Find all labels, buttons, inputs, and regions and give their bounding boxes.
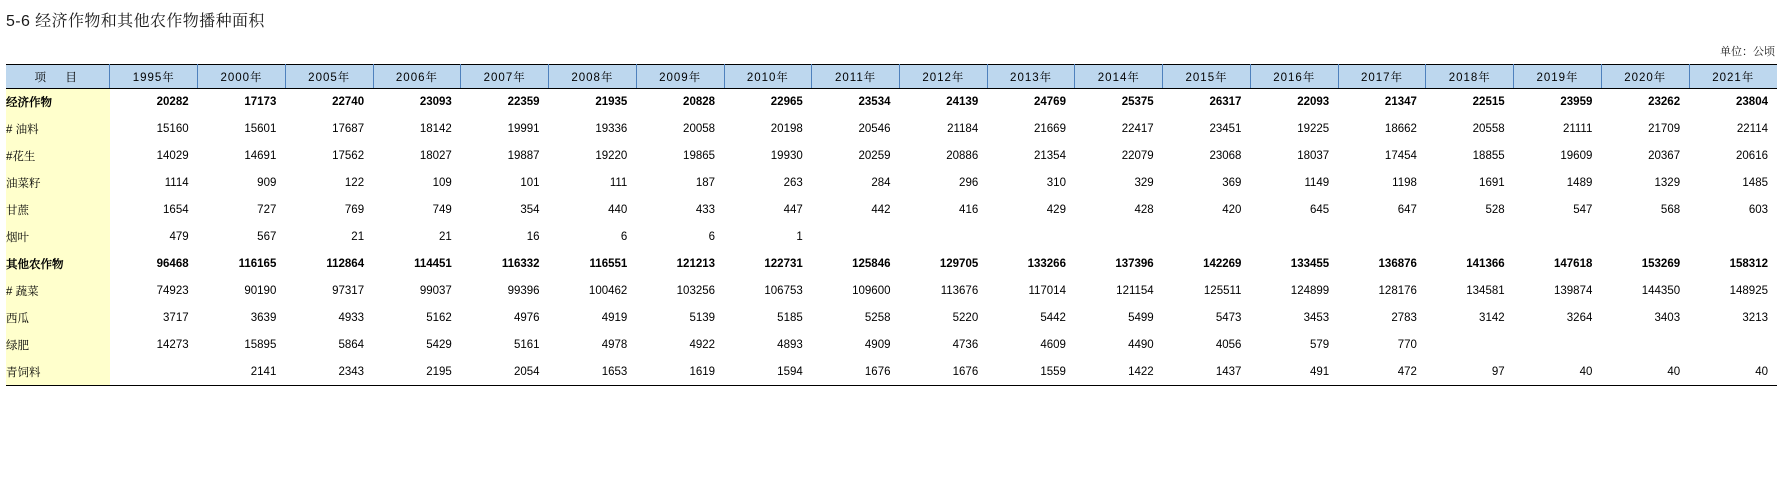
table-row	[6, 170, 1777, 197]
table-cell-value: 23804	[1736, 96, 1768, 109]
table-cell-value: 158312	[1729, 258, 1768, 270]
table-cell-value: 125846	[852, 258, 891, 270]
table-cell-value: 354	[520, 204, 540, 216]
table-cell-value: 21669	[1033, 123, 1066, 135]
table-cell-value: 20616	[1736, 150, 1768, 162]
table-cell-value: 2141	[198, 359, 286, 386]
table-cell-value: 4976	[513, 312, 540, 324]
table-cell-value: 4056	[1215, 339, 1242, 351]
row-label: 烟叶	[6, 224, 110, 251]
table-cell-value: 769	[344, 204, 365, 216]
table-cell-value: 19991	[507, 123, 540, 135]
table-cell-value	[1426, 332, 1514, 359]
table-cell-value: 90190	[244, 285, 277, 297]
table-cell-value: 18855	[1472, 150, 1505, 162]
table-cell-value	[900, 224, 988, 251]
table-cell-value: 3453	[1303, 312, 1330, 324]
table-cell-value: 21	[351, 231, 365, 243]
table-cell-value: 20828	[683, 96, 716, 109]
table-cell-value: 14691	[244, 150, 277, 162]
table-row	[6, 89, 1777, 116]
table-cell-value: 40	[1601, 359, 1689, 386]
row-label: # 蔬菜	[6, 278, 110, 305]
table-cell-value: 3213	[1742, 312, 1768, 324]
table-header-row	[6, 65, 1777, 89]
table-cell-value: 567	[257, 231, 277, 243]
column-header-year: 2012年	[900, 65, 988, 89]
table-row	[6, 116, 1777, 143]
table-cell-value: 2783	[1391, 312, 1417, 324]
table-cell-value: 19865	[683, 150, 716, 162]
table-cell-value	[987, 224, 1075, 251]
row-label: 西瓜	[6, 305, 110, 332]
table-cell-value: 19336	[595, 123, 628, 135]
table-cell-value: 40	[1689, 359, 1777, 386]
table-cell-value	[1514, 224, 1602, 251]
table-cell-value: 147618	[1554, 258, 1593, 270]
table-cell-value: 1437	[1163, 359, 1251, 386]
table-cell-value: 22359	[507, 96, 540, 109]
table-cell-value: 23534	[858, 96, 891, 109]
table-cell-value: 18662	[1384, 123, 1417, 135]
table-cell-value: 18142	[419, 123, 452, 135]
table-cell-value: 40	[1514, 359, 1602, 386]
table-cell-value: 19887	[507, 150, 540, 162]
table-cell-value: 128176	[1378, 285, 1417, 297]
table-cell-value: 369	[1222, 177, 1242, 189]
table-cell-value: 440	[608, 204, 628, 216]
table-row	[6, 197, 1777, 224]
table-cell-value	[1601, 332, 1689, 359]
table-cell-value: 4490	[1128, 339, 1154, 351]
column-header-year: 2013年	[987, 65, 1075, 89]
table-cell-value: 100462	[588, 285, 628, 297]
table-cell-value: 139874	[1554, 285, 1593, 297]
table-cell-value: 19930	[770, 150, 803, 162]
row-label: #花生	[6, 143, 110, 170]
table-cell-value: 5864	[338, 339, 365, 351]
table-cell-value: 117014	[1028, 285, 1066, 297]
table-cell-value: 296	[959, 177, 979, 189]
table-cell-value: 1653	[549, 359, 637, 386]
table-cell-value: 133455	[1290, 258, 1330, 270]
table-cell-value: 121213	[676, 258, 716, 270]
table-cell-value: 472	[1338, 359, 1426, 386]
table-cell-value: 284	[871, 177, 891, 189]
table-cell-value: 4922	[689, 339, 716, 351]
row-label: 经济作物	[6, 89, 110, 116]
table-cell-value: 647	[1397, 204, 1417, 216]
table-cell-value: 770	[1397, 339, 1417, 351]
table-cell-value: 20058	[683, 123, 716, 135]
table-cell-value: 479	[169, 231, 189, 243]
table-cell-value: 112864	[326, 258, 365, 270]
table-cell-value: 17562	[332, 150, 365, 162]
column-header-year: 2009年	[636, 65, 724, 89]
table-cell-value: 6	[620, 231, 628, 243]
table-cell-value: 433	[695, 204, 716, 216]
table-cell-value: 23451	[1209, 123, 1242, 135]
table-cell-value: 429	[1046, 204, 1066, 216]
table-cell-value	[1514, 332, 1602, 359]
table-cell-value: 1149	[1304, 177, 1330, 189]
table-cell-value: 15601	[244, 123, 277, 135]
table-cell-value: 116332	[501, 258, 540, 270]
table-cell-value: 106753	[764, 285, 803, 297]
table-cell-value: 1114	[164, 177, 189, 189]
row-label: 甘蔗	[6, 197, 110, 224]
table-cell-value: 528	[1485, 204, 1505, 216]
table-cell-value: 4933	[338, 312, 365, 324]
column-header-year: 2015年	[1163, 65, 1251, 89]
unit-note: 单位：公顷	[1720, 46, 1775, 58]
table-cell-value: 4893	[777, 339, 803, 351]
row-label: # 油料	[6, 116, 110, 143]
table-cell-value: 144350	[1641, 285, 1681, 297]
table-cell-value: 3264	[1566, 312, 1593, 324]
table-cell-value: 141366	[1466, 258, 1505, 270]
table-cell-value: 20546	[858, 123, 891, 135]
table-cell-value: 24769	[1033, 96, 1066, 109]
table-cell-value: 3403	[1654, 312, 1681, 324]
table-cell-value: 22114	[1736, 123, 1768, 135]
column-header-year: 2021年	[1689, 65, 1777, 89]
table-row	[6, 332, 1777, 359]
table-cell-value: 1676	[812, 359, 900, 386]
table-cell-value: 101	[520, 177, 540, 189]
row-label: 油菜籽	[6, 170, 110, 197]
table-cell-value: 18037	[1297, 150, 1330, 162]
table-cell-value: 109	[432, 177, 452, 189]
column-header-year: 2019年	[1514, 65, 1602, 89]
table-cell-value: 22965	[770, 96, 803, 109]
column-header-item: 项 目	[6, 65, 110, 89]
table-cell-value: 15160	[156, 123, 189, 135]
table-cell-value: 447	[783, 204, 803, 216]
table-cell-value: 22417	[1121, 123, 1154, 135]
table-cell-value: 103256	[676, 285, 716, 297]
table-cell-value: 124899	[1290, 285, 1330, 297]
table-row	[6, 224, 1777, 251]
table-cell-value: 17173	[244, 96, 277, 109]
table-cell-value: 14273	[156, 339, 189, 351]
table-cell-value: 21184	[947, 123, 979, 135]
table-cell-value: 5473	[1215, 312, 1242, 324]
table-cell-value: 1489	[1566, 177, 1593, 189]
table-cell-value	[812, 224, 900, 251]
table-cell-value: 21354	[1033, 150, 1066, 162]
table-cell-value: 547	[1573, 204, 1593, 216]
table-cell-value: 1329	[1654, 177, 1681, 189]
table-cell-value: 23093	[419, 96, 452, 109]
table-cell-value: 310	[1046, 177, 1066, 189]
table-cell-value: 114451	[414, 258, 452, 270]
table-cell-value	[1163, 224, 1251, 251]
table-cell-value: 442	[871, 204, 891, 216]
column-header-year: 2008年	[549, 65, 637, 89]
table-cell-value: 23068	[1209, 150, 1242, 162]
table-cell-value: 148925	[1729, 285, 1768, 297]
table-cell-value: 21709	[1648, 123, 1681, 135]
table-cell-value: 22093	[1297, 96, 1330, 109]
table-cell-value	[110, 359, 198, 386]
table-row	[6, 359, 1777, 386]
table-cell-value	[1250, 224, 1338, 251]
table-cell-value: 329	[1134, 177, 1154, 189]
table-cell-value: 1654	[163, 204, 189, 216]
table-cell-value: 26317	[1209, 96, 1242, 109]
table-cell-value: 15895	[244, 339, 277, 351]
table-cell-value	[1075, 224, 1163, 251]
column-header-year: 2006年	[373, 65, 461, 89]
column-header-year: 2017年	[1338, 65, 1426, 89]
table-cell-value: 21	[439, 231, 452, 243]
table-cell-value: 491	[1250, 359, 1338, 386]
table-cell-value: 4609	[1040, 339, 1066, 351]
table-row	[6, 278, 1777, 305]
table-cell-value: 5258	[864, 312, 891, 324]
column-header-year: 2011年	[812, 65, 900, 89]
table-cell-value: 4978	[601, 339, 628, 351]
table-cell-value: 5220	[952, 312, 979, 324]
table-cell-value: 3639	[250, 312, 277, 324]
table-cell-value: 4736	[952, 339, 979, 351]
table-cell-value: 1422	[1075, 359, 1163, 386]
table-cell-value: 1485	[1742, 177, 1768, 189]
table-cell-value: 136876	[1378, 258, 1417, 270]
table-cell-value: 5429	[426, 339, 452, 351]
table-cell-value: 1619	[636, 359, 724, 386]
table-cell-value: 22515	[1472, 96, 1505, 109]
table-cell-value: 20367	[1648, 150, 1681, 162]
table-cell-value: 1594	[724, 359, 812, 386]
table-cell-value: 23262	[1648, 96, 1681, 109]
table-cell-value: 568	[1660, 204, 1681, 216]
table-cell-value: 727	[257, 204, 277, 216]
table-cell-value: 142269	[1203, 258, 1242, 270]
table-container	[0, 64, 1783, 386]
table-cell-value: 428	[1134, 204, 1154, 216]
table-cell-value: 125511	[1203, 285, 1242, 297]
column-header-year: 2016年	[1250, 65, 1338, 89]
table-cell-value: 263	[783, 177, 803, 189]
table-cell-value: 22079	[1121, 150, 1154, 162]
table-cell-value: 22740	[332, 96, 365, 109]
table-cell-value: 116551	[589, 258, 628, 270]
table-cell-value: 5442	[1040, 312, 1066, 324]
table-cell-value	[1689, 224, 1777, 251]
table-cell-value: 420	[1222, 204, 1242, 216]
table-cell-value: 3717	[163, 312, 189, 324]
table-cell-value: 122731	[764, 258, 803, 270]
table-cell-value: 5162	[426, 312, 452, 324]
table-cell-value: 749	[432, 204, 452, 216]
table-cell-value: 97317	[332, 285, 365, 297]
table-cell-value: 21347	[1384, 96, 1417, 109]
column-header-year: 1995年	[110, 65, 198, 89]
column-header-year: 2000年	[198, 65, 286, 89]
table-cell-value: 24139	[946, 96, 979, 109]
row-label: 其他农作物	[6, 251, 110, 278]
table-cell-value: 5185	[777, 312, 803, 324]
table-cell-value: 113676	[940, 285, 979, 297]
table-cell-value: 1559	[987, 359, 1075, 386]
table-cell-value: 17687	[332, 123, 365, 135]
table-body	[6, 89, 1777, 386]
table-cell-value: 3142	[1479, 312, 1505, 324]
table-cell-value	[1338, 224, 1426, 251]
table-cell-value: 121154	[1116, 285, 1154, 297]
table-cell-value: 5161	[513, 339, 540, 351]
table-cell-value: 4909	[864, 339, 891, 351]
table-cell-value: 579	[1309, 339, 1330, 351]
table-cell-value: 25375	[1121, 96, 1154, 109]
table-cell-value: 74923	[156, 285, 189, 297]
table-cell-value: 134581	[1466, 285, 1505, 297]
table-cell-value: 129705	[939, 258, 979, 270]
table-cell-value	[1601, 224, 1689, 251]
table-cell-value: 4919	[601, 312, 628, 324]
table-cell-value	[1426, 224, 1514, 251]
table-cell-value: 18027	[419, 150, 452, 162]
column-header-year: 2007年	[461, 65, 549, 89]
table-cell-value: 96468	[156, 258, 189, 270]
table-cell-value: 19225	[1297, 123, 1330, 135]
crop-area-table	[6, 64, 1777, 386]
table-cell-value: 109600	[852, 285, 891, 297]
table-cell-value: 645	[1309, 204, 1330, 216]
table-cell-value: 133266	[1027, 258, 1066, 270]
table-cell-value: 16	[526, 231, 540, 243]
page-title: 5-6 经济作物和其他农作物播种面积	[6, 13, 265, 30]
column-header-year: 2020年	[1601, 65, 1689, 89]
table-cell-value: 19609	[1560, 150, 1593, 162]
table-cell-value: 111	[609, 177, 628, 189]
table-row	[6, 143, 1777, 170]
table-cell-value: 909	[257, 177, 277, 189]
row-label: 青饲料	[6, 359, 110, 386]
table-cell-value: 23959	[1560, 96, 1593, 109]
table-cell-value: 20558	[1472, 123, 1505, 135]
table-cell-value: 19220	[595, 150, 628, 162]
table-cell-value: 187	[695, 177, 716, 189]
table-cell-value: 137396	[1115, 258, 1154, 270]
table-cell-value	[1689, 332, 1777, 359]
table-cell-value: 99396	[507, 285, 540, 297]
table-cell-value: 603	[1748, 204, 1768, 216]
table-cell-value: 20282	[156, 96, 189, 109]
table-cell-value: 2343	[285, 359, 373, 386]
table-row	[6, 251, 1777, 278]
column-header-year: 2014年	[1075, 65, 1163, 89]
column-header-year: 2010年	[724, 65, 812, 89]
table-cell-value: 5499	[1128, 312, 1154, 324]
table-cell-value: 1198	[1392, 177, 1417, 189]
table-cell-value: 99037	[419, 285, 452, 297]
table-cell-value: 20198	[770, 123, 803, 135]
table-cell-value: 416	[959, 204, 979, 216]
table-cell-value: 97	[1426, 359, 1514, 386]
table-cell-value: 1	[796, 231, 803, 243]
table-cell-value: 20259	[858, 150, 891, 162]
table-cell-value: 1691	[1479, 177, 1505, 189]
table-cell-value: 116165	[238, 258, 277, 270]
table-cell-value: 5139	[689, 312, 716, 324]
column-header-year: 2018年	[1426, 65, 1514, 89]
table-cell-value: 1676	[900, 359, 988, 386]
table-cell-value: 2195	[373, 359, 461, 386]
row-label: 绿肥	[6, 332, 110, 359]
table-cell-value: 2054	[461, 359, 549, 386]
column-header-year: 2005年	[285, 65, 373, 89]
table-cell-value: 14029	[156, 150, 189, 162]
table-cell-value: 20886	[946, 150, 979, 162]
table-cell-value: 21111	[1562, 123, 1593, 135]
table-cell-value: 153269	[1641, 258, 1681, 270]
table-cell-value: 17454	[1384, 150, 1417, 162]
table-row	[6, 305, 1777, 332]
table-cell-value: 122	[344, 177, 365, 189]
table-cell-value: 21935	[595, 96, 628, 109]
table-cell-value: 6	[708, 231, 716, 243]
